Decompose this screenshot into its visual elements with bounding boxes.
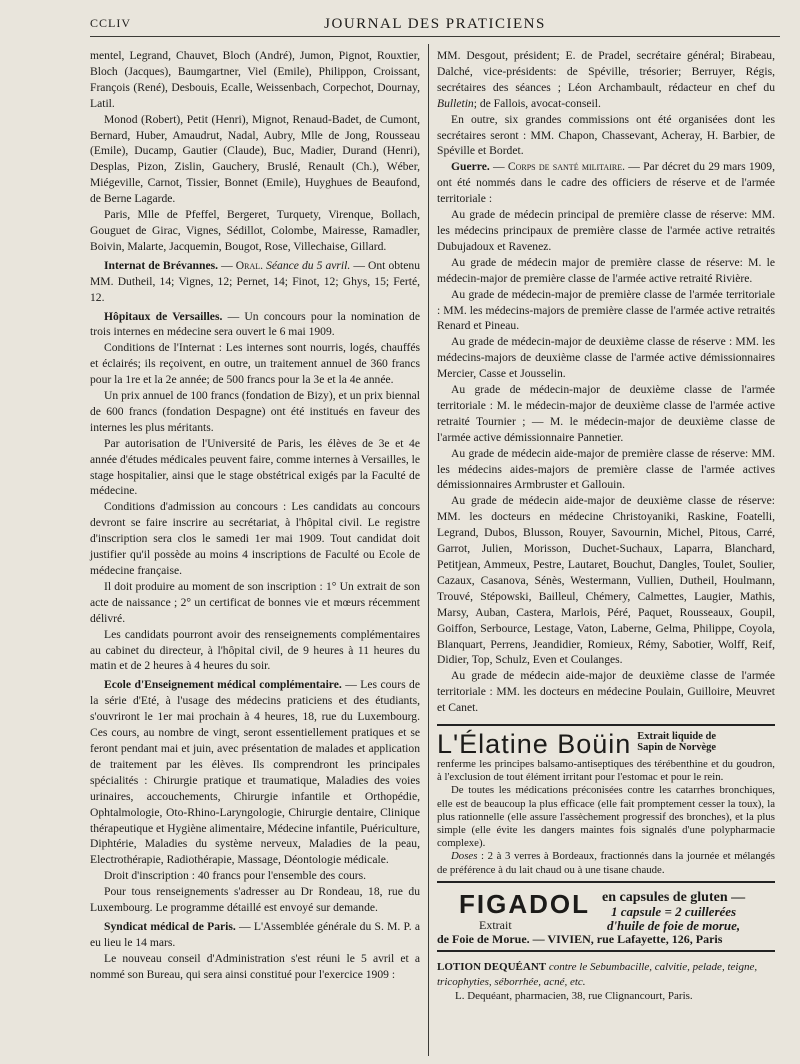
syndicat-text: — L'Assemblée générale du S. M. P. a eu lieu le 14 mars. bbox=[90, 919, 421, 949]
figadol-foot: de Foie de Morue. — VIVIEN, rue Lafayette, 126, Paris bbox=[437, 932, 723, 946]
ecole-text: — Les cours de la série d'Eté, à l'usage des médecins praticiens et des étudiants, s'ouvriront le 1er mai prochain à 4 heures, 18, rue du Luxembourg. Ces cours, au nombre de vingt, seront essentiellement pratiques et se feront pendant mai et juin, avec présentation de malades et application de traitement par les élèves. Ils comprendront les principales spécialités : Chirurgie pratique et traumatique, Maladies des voies urinaires, accouchements, Chirurgie infantile et Orthopédie, Ophtalmologie, Oto-Rhino-Laryngologie, Chirurgie dentaire, Clinique thérapeutique et Hygiène alimentaire, Médecine infantile, Puériculture, Diphtérie, Maladies du système nerveux, Maladies de la peau, Electrothérapie, Radiothérapie, Massage, Déontologie médicale. bbox=[90, 678, 420, 867]
guerre-corps: — Corps de santé militaire. bbox=[489, 160, 625, 174]
dequeant-line2: L. Dequéant, pharmacien, 38, rue Clignancourt, Paris. bbox=[455, 990, 693, 1002]
brevannes-dash: — bbox=[218, 258, 236, 272]
figadol-line1: en capsules de gluten — bbox=[602, 890, 746, 905]
paragraph-prix: Un prix annuel de 100 francs (fondation de Bizy), et un prix biennal de 600 francs (fondation Despagne) ont été institués en faveur des internes les plus méritants. bbox=[90, 389, 420, 434]
paragraph-paris-mlle: Paris, Mlle de Pfeffel, Bergeret, Turquety, Virenque, Bollach, Gouguet de Girac, Vignes, Sédillot, Colombe, Mairesse, Ramadler, Boivin, Malarte, Jacquemin, Bougot, Rose, Villechaise, Gillard. bbox=[90, 208, 420, 253]
paragraph-syndicat bbox=[90, 919, 420, 951]
paragraph-aide-major2-territoriale: Au grade de médecin aide-major de deuxième classe de l'armée territoriale : MM. les docteurs en médecine Poulain, Guilloire, Meuvret et Canet. bbox=[437, 669, 775, 715]
elatine-tagline bbox=[637, 731, 716, 753]
paragraph-commissions: En outre, six grandes commissions ont été organisées dont les secrétaires seront : MM. Chapon, Chassevant, Acheray, H. Barbier, de Spéville et Bordet. bbox=[437, 112, 775, 158]
paragraph-major2: Au grade de médecin-major de deuxième classe de réserve : MM. les médecins-majors de deuxième classe de l'armée active démissionnaires Mercier, Casse et Jousselin. bbox=[437, 335, 775, 381]
figadol-brand: FIGADOL bbox=[459, 889, 590, 919]
brevannes-text: — Ont obtenu MM. Dutheil, 14; Vignes, 12; Pernet, 14; Finot, 12; Ghys, 15; Ferté, 12. bbox=[90, 258, 421, 304]
paragraph-bureau bbox=[437, 48, 775, 112]
paragraph-autorisation: Par autorisation de l'Université de Paris, les élèves de 3e et 4e année d'études médicales peuvent faire, comme internes à Versailles, le stage hospitalier, ainsi que le stage obstétrical exigés par la Faculté de médecine. bbox=[90, 436, 420, 498]
heading-brevannes: Internat de Brévannes. bbox=[104, 258, 219, 272]
dequeant-line1 bbox=[437, 960, 775, 989]
advertisement-elatine bbox=[437, 724, 775, 883]
column-divider bbox=[428, 44, 429, 1056]
paragraph-candidats: Les candidats pourront avoir des renseignements complémentaires au cabinet du directeur, à l'hôpital civil, de 9 heures à 11 heures du matin et de 2 heures à 4 heures du soir. bbox=[90, 627, 420, 673]
advertisement-dequeant bbox=[437, 960, 775, 1004]
versailles-text: — Un concours pour la nomination de trois internes en médecine sera ouvert le 6 mai 1909. bbox=[90, 309, 420, 339]
heading-syndicat: Syndicat médical de Paris. bbox=[104, 919, 236, 933]
advertisement-figadol bbox=[437, 890, 775, 952]
elatine-doses-text: : 2 à 3 verres à Bordeaux, fractionnés dans la journée et mélangés de préférence à du lait chaud ou à une tisane chaude. bbox=[437, 850, 775, 876]
elatine-tag-line1: Extrait liquide de bbox=[637, 731, 717, 742]
figadol-row bbox=[437, 890, 775, 933]
elatine-brand: L'Élatine Boüin bbox=[437, 729, 632, 759]
paragraph-brevannes bbox=[90, 258, 420, 306]
paragraph-conseil: Le nouveau conseil d'Administration s'est réuni le 5 avril et a nommé son Bureau, qui sera ainsi constitué pour l'exercice 1909 : bbox=[90, 951, 420, 981]
paragraph-aide-major2: Au grade de médecin aide-major de deuxième classe de réserve: MM. les docteurs en médecine Christoyaniki, Raskine, Foatelli, Legrand, Dubos, Blusson, Rouyer, Savournin, Michel, Pitous, Carré, Garrot, Julien, Morisson, Duchet-Suchaux, Laparra, Blanchard, Petitjean, Ammeux, Pestre, Lautaret, Bouchut, Dangles, Toulet, Soulier, Cazaux, Casanova, Sénès, Westermann, Vullien, Dutheil, Houlmann, Trouvé, Stépowski, Bailleul, Chémery, Calmettes, Laugier, Mathis, Marsy, Auban, Castera, Marlois, Péré, Paquet, Rousseaux, Goupil, Goiffon, Serbource, Lestage, Vaton, Laberne, Gelma, Philippe, Coyola, Blanquart, Perrens, Jeandidier, Romieux, Rémy, Sabotier, Wolff, Reif, Didier, Top, Schulz, Even et Coulanges. bbox=[437, 494, 775, 667]
page-header bbox=[90, 14, 780, 37]
paragraph-aide-major1: Au grade de médecin aide-major de première classe de réserve: MM. les médecins aides-majors de première classe de l'armée actives démissionnaires Armbruster et Gallouin. bbox=[437, 446, 775, 492]
paragraph-droit: Droit d'inscription : 40 francs pour l'ensemble des cours. bbox=[104, 869, 367, 883]
guerre-text: — Par décret du 29 mars 1909, ont été nommés dans le cadre des officiers de réserve et de l'armée territoriale : bbox=[437, 160, 775, 206]
figadol-left bbox=[437, 890, 590, 932]
elatine-tag-line2: Sapin de Norvège bbox=[637, 742, 717, 753]
paragraph-major1-territoriale: Au grade de médecin-major de première classe de l'armée territoriale : MM. les médecins-majors de première classe de l'armée active retraités Renard et Pineau. bbox=[437, 287, 775, 333]
journal-title: JOURNAL DES PRATICIENS bbox=[324, 16, 546, 32]
figadol-line3: d'huile de foie de morue, bbox=[606, 918, 741, 933]
paragraph-major1: Au grade de médecin major de première classe de réserve: M. le médecin-major de première classe de l'armée active retraité Rivière. bbox=[437, 255, 775, 285]
paragraph-versailles bbox=[90, 309, 420, 341]
paragraph-monod: Monod (Robert), Petit (Henri), Mignot, Renaud-Badet, de Cumont, Bernard, Huber, Amaudrut, Nadal, Aubry, Mlle de Jong, Rousseau (Emile), Ducamp, Gautier (Claude), Buc, Madier, Durand (Henri), Desplas, Pizon, Zislin, Gauchery, Bruslé, Renault (Ch.), Wéber, Miégeville, Carnot, Tissier, Bonnet (Emile), Huyghues de Beaufond, de Berne Lagarde. bbox=[90, 112, 420, 206]
figadol-line2: 1 capsule = 2 cuillerées bbox=[611, 904, 737, 919]
heading-ecole: Ecole d'Enseignement médical complémentaire. bbox=[104, 678, 342, 692]
left-column bbox=[90, 48, 420, 983]
elatine-body1: renferme les principes balsamo-antiseptiques des térébenthine et du goudron, à l'exclusion de tout élément irritant pour l'estomac et pour le rein. bbox=[437, 758, 775, 784]
elatine-doses-label: Doses bbox=[451, 850, 478, 863]
paragraph-paris-names: mentel, Legrand, Chauvet, Bloch (André), Jumon, Pignot, Rouxtier, Bloch (Jacques), Baumgartner, Viel (Emile), Philippon, Croissant, François (René), Desbouis, Ecalle, Weissenbach, Corpechot, Dournay, Latil. bbox=[90, 49, 420, 110]
dequeant-text: contre le Sebumbacille, calvitie, pelade, teigne, tricophyties, séborrhée, acné, etc. bbox=[437, 961, 758, 988]
elatine-body2: De toutes les médications préconisées contre les catarrhes bronchiques, elle est de beaucoup la plus efficace (elle fait promptement cesser la toux), la plus rationnelle (elle assure l'assèchement progressif des bronches), et la plus simple (elle évite les dangers maintes fois signalés d'une polypharmacie complexe). bbox=[437, 784, 775, 850]
paragraph-ecole bbox=[90, 677, 420, 868]
brevannes-seance: Séance du 5 avril. bbox=[263, 258, 351, 272]
heading-versailles: Hôpitaux de Versailles. bbox=[104, 309, 223, 323]
page-number: CCLIV bbox=[90, 16, 131, 30]
paragraph-admission: Conditions d'admission au concours : Les candidats au concours devront se faire inscrire au secrétariat, à l'hôpital civil. Le registre d'inscription sera clos le samedi 1er mai 1909. Tout candidat doit justifier qu'il possède au moins 4 inscriptions de Faculté ou Ecole de médecine française. bbox=[90, 500, 420, 577]
paragraph-conditions: Conditions de l'Internat : Les internes sont nourris, logés, chauffés et éclairés; ils reçoivent, en outre, un traitement annuel de 360 francs pour la 1re et la 2e année; de 500 francs pour la 3e et la 4e année. bbox=[90, 341, 420, 387]
paragraph-major2-territoriale: Au grade de médecin-major de deuxième classe de l'armée territoriale : M. le médecin-major de deuxième classe de l'armée active retraité Tournier ; — M. le médecin-major de deuxième classe de l'armée active démissionnaire Pannetier. bbox=[437, 383, 775, 444]
paragraph-guerre bbox=[437, 159, 775, 207]
paragraph-renseignements: Pour tous renseignements s'adresser au Dr Rondeau, 18, rue du Luxembourg. Le programme détaillé est envoyé sur demande. bbox=[90, 885, 420, 915]
bulletin-title: Bulletin bbox=[437, 96, 474, 110]
paragraph-produire: Il doit produire au moment de son inscription : 1° Un extrait de son acte de naissance ; 2° un certificat de bonnes vie et mœurs récemment délivré. bbox=[90, 579, 420, 625]
heading-guerre: Guerre. bbox=[451, 160, 490, 174]
dequeant-brand: LOTION DEQUÉANT bbox=[437, 961, 547, 973]
brevannes-oral: Oral. bbox=[235, 258, 264, 272]
paragraph-principal: Au grade de médecin principal de première classe de réserve: MM. les médecins principaux de première classe de l'armée active retraités Dubujadoux et Ravenez. bbox=[437, 208, 775, 253]
bureau-text: MM. Desgout, président; E. de Pradel, secrétaire général; Birabeau, Dalché, vice-présidents: de Spéville, trésorier; Berruyer, Régis, secrétaires des séances ; Léon Archambault, rédacteur en chef du bbox=[437, 49, 775, 94]
figadol-sub: Extrait bbox=[479, 918, 512, 932]
figadol-details bbox=[602, 890, 745, 933]
bureau-end: ; de Fallois, avocat-conseil. bbox=[473, 96, 601, 110]
elatine-header bbox=[437, 730, 775, 758]
right-column bbox=[437, 48, 775, 716]
elatine-doses bbox=[437, 850, 775, 876]
